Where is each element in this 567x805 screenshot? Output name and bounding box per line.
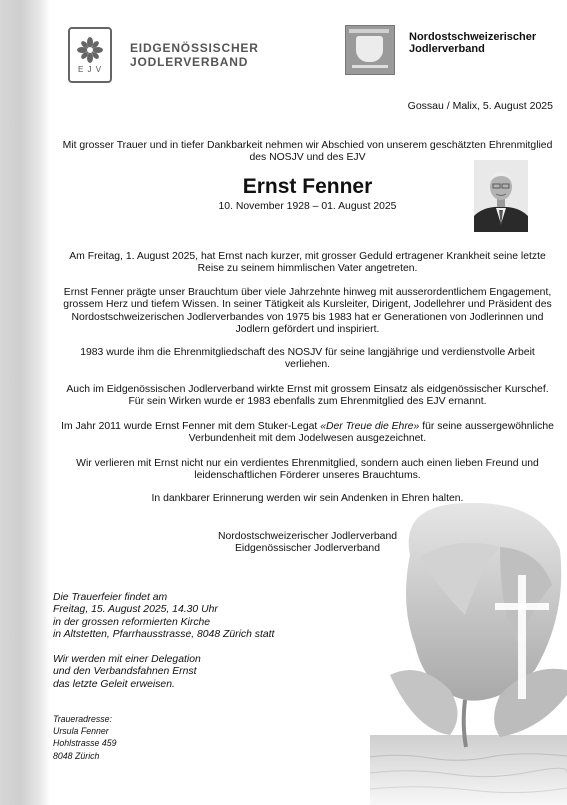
paragraph-nosjv-honor: 1983 wurde ihm die Ehrenmitgliedschaft des NOSJV für seine langjährige und verdienstvolle Arbeit verliehen. bbox=[80, 347, 535, 371]
nosjv-logo bbox=[345, 25, 395, 75]
ejv-monogram: E J V bbox=[77, 65, 103, 74]
nosjv-name: Nordostschweizerischer Jodlerverband bbox=[409, 31, 537, 55]
ejv-logo-text: EIDGENÖSSISCHER JODLERVERBAND bbox=[130, 41, 259, 69]
funeral-info: Die Trauerfeier findet am Freitag, 15. August 2025, 14.30 Uhr in der grossen reformierten Kirche in Altstetten, Pfarrhausstrasse, 8048 Zürich statt bbox=[53, 592, 275, 641]
paragraph-illness: Am Freitag, 1. August 2025, hat Ernst nach kurzer, mit grosser Geduld ertragener Krankheit seine letzte Reise zu seinem himmlischen Vater angetreten. bbox=[69, 251, 546, 275]
award-name: «Der Treue die Ehre» bbox=[320, 421, 420, 432]
place-date: Gossau / Malix, 5. August 2025 bbox=[407, 100, 553, 112]
ejv-edelweiss-emblem bbox=[68, 27, 112, 83]
paragraph-career: Ernst Fenner prägte unser Brauchtum über viele Jahrzehnte hinweg mit ausserordentlichem Engagement, grossem Herz und tiefem Wissen. In seiner Tätigkeit als Kursleiter, Dirigent, Jodellehrer und Präsident des Nordostschweizerischen Jodlerverbandes von 1975 bis 1983 hat er Generationen von Jodlerinnen und Jodlern gefördert und inspiriert. bbox=[63, 287, 552, 336]
portrait-photo bbox=[474, 160, 528, 232]
deceased-name: Ernst Fenner bbox=[242, 175, 373, 198]
mourning-address: Traueradresse: Ursula Fenner Hohlstrasse 459 8048 Zürich bbox=[53, 714, 117, 761]
paragraph-award: Im Jahr 2011 wurde Ernst Fenner mit dem Stuker-Legat «Der Treue die Ehre» für seine aussergewöhnliche Verbundenheit mit dem Jodelwesen ausgezeichnet. bbox=[61, 421, 554, 445]
paragraph-loss: Wir verlieren mit Ernst nicht nur ein verdientes Ehrenmitglied, sondern auch einen lieben Freund und leidenschaftlichen Förderer unseres Brauchtums. bbox=[76, 458, 539, 482]
life-dates: 10. November 1928 – 01. August 2025 bbox=[218, 201, 397, 212]
paragraph-ejv: Auch im Eidgenössischen Jodlerverband wirkte Ernst mit grossem Einsatz als eidgenössischer Kurschef. Für sein Wirken wurde er 1983 ebenfalls zum Ehrenmitglied des EJV ernannt. bbox=[66, 384, 549, 408]
intro-text: Mit grosser Trauer und in tiefer Dankbarkeit nehmen wir Abschied von unserem geschätzten Ehrenmitglied des NOSJV und des EJV bbox=[62, 140, 553, 164]
ejv-logo bbox=[68, 27, 259, 83]
signatories: Nordostschweizerischer Jodlerverband Eidgenössischer Jodlerverband bbox=[217, 531, 398, 555]
delegation-info: Wir werden mit einer Delegation und den Verbandsfahnen Ernst das letzte Geleit erweisen. bbox=[53, 654, 201, 690]
left-gradient-band bbox=[0, 0, 50, 805]
nosjv-crest-icon bbox=[356, 36, 383, 62]
edelweiss-icon bbox=[76, 36, 104, 64]
paragraph-remembrance: In dankbarer Erinnerung werden wir sein Andenken in Ehren halten. bbox=[151, 493, 464, 504]
